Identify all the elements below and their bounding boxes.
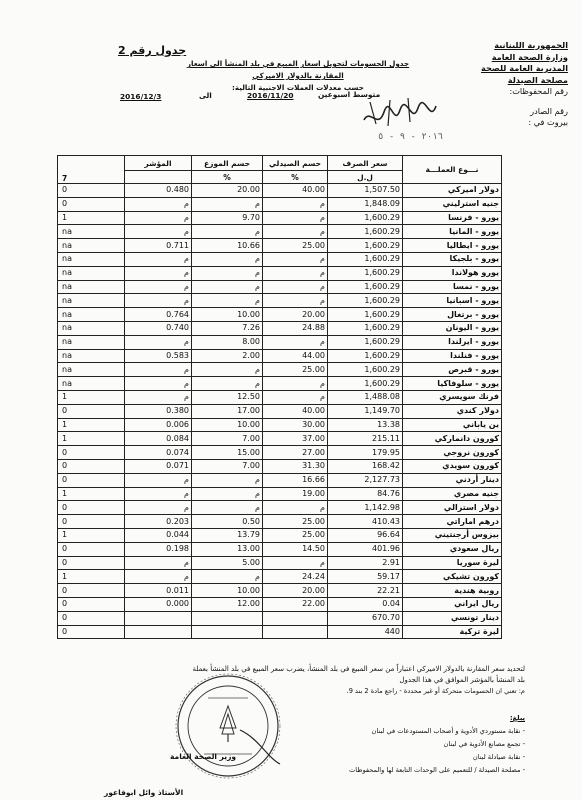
cell-currency: يورو هولاندا: [403, 266, 502, 280]
cell-index: م: [125, 377, 192, 391]
cell-pharmacist: 22.00: [263, 597, 328, 611]
cell-pharmacist: [263, 611, 328, 625]
cell-currency: يورو - المانيا: [403, 225, 502, 239]
cell-pharmacist: 20.00: [263, 308, 328, 322]
cell-pharmacist: 25.00: [263, 528, 328, 542]
cell-distributor: 17.00: [192, 404, 263, 418]
cell-pharmacist: 14.50: [263, 542, 328, 556]
table-row: [58, 501, 502, 515]
cell-distributor: م: [192, 570, 263, 584]
cell-pharmacist: م: [263, 211, 328, 225]
cell-flag: 0: [58, 542, 125, 556]
cell-currency: دولار استرالي: [403, 501, 502, 515]
cell-rate: 13.38: [328, 418, 403, 432]
cell-index: 0.198: [125, 542, 192, 556]
cell-index: 0.380: [125, 404, 192, 418]
cell-rate: 1,142.98: [328, 501, 403, 515]
cell-flag: na: [58, 239, 125, 253]
cell-pharmacist: 31.30: [263, 459, 328, 473]
distribution-item: - نقابة صيادلة لبنان: [472, 753, 525, 761]
cell-currency: درهم اماراتي: [403, 515, 502, 529]
cell-flag: na: [58, 377, 125, 391]
cell-currency: ريال سعودي: [403, 542, 502, 556]
table-row: [58, 363, 502, 377]
cell-pharmacist: م: [263, 266, 328, 280]
signature-name: الأستاذ وائل ابوفاعور: [104, 788, 184, 797]
header-index: المؤشر: [125, 156, 192, 171]
cell-flag: 0: [58, 611, 125, 625]
table-row: [58, 584, 502, 598]
cell-currency: بيزوس أرجنتيني: [403, 528, 502, 542]
cell-rate: 1,507.50: [328, 184, 403, 198]
table-row: [58, 184, 502, 198]
cell-index: م: [125, 294, 192, 308]
cell-rate: 1,600.29: [328, 335, 403, 349]
cell-pharmacist: 37.00: [263, 432, 328, 446]
cell-distributor: م: [192, 363, 263, 377]
cell-index: م: [125, 363, 192, 377]
cell-pharmacist: 44.00: [263, 349, 328, 363]
cell-distributor: م: [192, 294, 263, 308]
cell-flag: 0: [58, 556, 125, 570]
cell-flag: na: [58, 280, 125, 294]
header-pharmacist: حسم الصيدلي: [263, 156, 328, 171]
cell-currency: ليرة سوريا: [403, 556, 502, 570]
note-line-1: لتحديد سعر المقارنة بالدولار الاميركي اعتباراً من سعر المبيع في بلد المنشأ، يضرب سعر المبيع في بلد المنشأ بعملة: [192, 665, 525, 673]
header-rate-unit: ل.ل: [328, 171, 403, 184]
cell-currency: ريال ايراني: [403, 597, 502, 611]
cell-rate: 1,848.09: [328, 197, 403, 211]
cell-flag: 1: [58, 570, 125, 584]
cell-distributor: م: [192, 473, 263, 487]
cell-index: [125, 625, 192, 639]
table-row: [58, 556, 502, 570]
cell-pharmacist: م: [263, 501, 328, 515]
cell-pharmacist: م: [263, 280, 328, 294]
cell-distributor: م: [192, 377, 263, 391]
cell-pharmacist: 19.00: [263, 487, 328, 501]
distribution-item: - مصلحة الصيدلة / للتعميم على الوحدات التابعة لها والمحفوظات: [349, 766, 525, 774]
cell-rate: 1,600.29: [328, 252, 403, 266]
cell-rate: 1,600.29: [328, 349, 403, 363]
cell-currency: يورو - فرنسا: [403, 211, 502, 225]
document-title: [178, 58, 418, 94]
table-row: [58, 611, 502, 625]
outgoing-number-label: رقم الصادر: [530, 105, 568, 116]
cell-rate: 2.91: [328, 556, 403, 570]
cell-index: 0.740: [125, 321, 192, 335]
cell-currency: يورو - اليونان: [403, 321, 502, 335]
table-row: [58, 390, 502, 404]
table-row: [58, 349, 502, 363]
cell-pharmacist: م: [263, 294, 328, 308]
directorate-name: المديرية العامة للصحة: [481, 63, 568, 73]
cell-currency: كورون نروجي: [403, 446, 502, 460]
cell-rate: 0.04: [328, 597, 403, 611]
table-row: [58, 294, 502, 308]
cell-distributor: م: [192, 266, 263, 280]
cell-flag: 1: [58, 487, 125, 501]
table-row: [58, 239, 502, 253]
header-distributor-unit: %: [192, 171, 263, 184]
cell-rate: 1,600.29: [328, 239, 403, 253]
distribution-header: يبلغ:: [509, 714, 525, 722]
cell-currency: جنيه مصري: [403, 487, 502, 501]
table-row: [58, 432, 502, 446]
cell-flag: na: [58, 363, 125, 377]
cell-distributor: م: [192, 487, 263, 501]
cell-flag: na: [58, 335, 125, 349]
note-line-2: بلد المنشأ بالمؤشر الموافق في هذا الجدول: [399, 676, 525, 684]
table-row: [58, 459, 502, 473]
table-number: جدول رقم 2: [118, 44, 187, 57]
republic-name: الجمهورية اللبنانية: [494, 40, 568, 50]
cell-pharmacist: 25.00: [263, 515, 328, 529]
cell-distributor: 10.00: [192, 308, 263, 322]
cell-rate: 1,600.29: [328, 377, 403, 391]
cell-pharmacist: [263, 625, 328, 639]
cell-index: م: [125, 501, 192, 515]
cell-rate: 1,600.29: [328, 266, 403, 280]
table-row: [58, 473, 502, 487]
cell-index: م: [125, 225, 192, 239]
cell-currency: فرنك سويسري: [403, 390, 502, 404]
cell-distributor: م: [192, 225, 263, 239]
cell-currency: دينار تونسي: [403, 611, 502, 625]
cell-currency: يورو - ايرلندا: [403, 335, 502, 349]
cell-distributor: م: [192, 252, 263, 266]
cell-rate: 179.95: [328, 446, 403, 460]
cell-rate: 22.21: [328, 584, 403, 598]
department-name: مصلحة الصيدلة: [507, 74, 568, 85]
cell-rate: 168.42: [328, 459, 403, 473]
cell-index: م: [125, 266, 192, 280]
cell-rate: 1,600.29: [328, 225, 403, 239]
cell-distributor: 0.50: [192, 515, 263, 529]
distribution-item: - نقابة مستوردي الأدوية و أصحاب المستودعات في لبنان: [371, 727, 525, 735]
cell-rate: 1,149.70: [328, 404, 403, 418]
table-row: [58, 570, 502, 584]
cell-flag: na: [58, 308, 125, 322]
cell-flag: 0: [58, 473, 125, 487]
header-currency: نـــوع العملـــة: [403, 156, 502, 184]
cell-index: 0.480: [125, 184, 192, 198]
cell-currency: كورون تشيكي: [403, 570, 502, 584]
cell-flag: na: [58, 252, 125, 266]
cell-pharmacist: 25.00: [263, 363, 328, 377]
header-rate: سعر الصرف: [328, 156, 403, 171]
cell-distributor: 8.00: [192, 335, 263, 349]
beirut-date-label: بيروت في :: [528, 117, 568, 127]
cell-rate: 96.64: [328, 528, 403, 542]
cell-index: 0.000: [125, 597, 192, 611]
cell-index: 0.203: [125, 515, 192, 529]
archive-number-label: رقم المحفوظات:: [509, 86, 568, 96]
table-row: [58, 487, 502, 501]
cell-index: م: [125, 211, 192, 225]
cell-distributor: 13.00: [192, 542, 263, 556]
cell-flag: na: [58, 321, 125, 335]
cell-index: 0.711: [125, 239, 192, 253]
cell-rate: 84.76: [328, 487, 403, 501]
cell-flag: 1: [58, 418, 125, 432]
cell-flag: 0: [58, 197, 125, 211]
cell-distributor: [192, 611, 263, 625]
cell-pharmacist: م: [263, 225, 328, 239]
cell-flag: 1: [58, 211, 125, 225]
ministry-name: وزارة الصحة العامة: [491, 51, 568, 62]
cell-distributor: 7.26: [192, 321, 263, 335]
cell-index: 0.074: [125, 446, 192, 460]
cell-index: م: [125, 197, 192, 211]
cell-currency: يورو - برتغال: [403, 308, 502, 322]
cell-index: 0.006: [125, 418, 192, 432]
cell-rate: 1,600.29: [328, 211, 403, 225]
cell-distributor: م: [192, 197, 263, 211]
cell-rate: 215.11: [328, 432, 403, 446]
cell-currency: يورو - سلوفاكيا: [403, 377, 502, 391]
cell-pharmacist: م: [263, 556, 328, 570]
cell-currency: يورو - ايطاليا: [403, 239, 502, 253]
cell-flag: na: [58, 349, 125, 363]
cell-currency: يورو - فنلندا: [403, 349, 502, 363]
cell-rate: 1,488.08: [328, 390, 403, 404]
cell-index: م: [125, 556, 192, 570]
cell-rate: 1,600.29: [328, 294, 403, 308]
table-row: [58, 515, 502, 529]
table-body: [58, 184, 502, 639]
cell-distributor: [192, 625, 263, 639]
table-row: [58, 625, 502, 639]
cell-distributor: 2.00: [192, 349, 263, 363]
table-row: [58, 308, 502, 322]
header-pharmacist-unit: %: [263, 171, 328, 184]
cell-flag: 1: [58, 390, 125, 404]
distribution-item: - تجمع مصانع الأدوية في لبنان: [443, 740, 525, 748]
cell-pharmacist: 24.88: [263, 321, 328, 335]
cell-flag: 0: [58, 446, 125, 460]
cell-pharmacist: 40.00: [263, 404, 328, 418]
cell-currency: ليرة تركية: [403, 625, 502, 639]
cell-distributor: 10.00: [192, 418, 263, 432]
cell-index: م: [125, 390, 192, 404]
cell-rate: 440: [328, 625, 403, 639]
cell-currency: روبية هندية: [403, 584, 502, 598]
cell-pharmacist: 40.00: [263, 184, 328, 198]
cell-pharmacist: 16.66: [263, 473, 328, 487]
table-row: [58, 211, 502, 225]
cell-distributor: 13.79: [192, 528, 263, 542]
cell-index: 0.011: [125, 584, 192, 598]
average-label: متوسط اسبوعين: [318, 90, 381, 99]
cell-flag: 0: [58, 625, 125, 639]
cell-pharmacist: م: [263, 335, 328, 349]
cell-rate: 59.17: [328, 570, 403, 584]
table-row: [58, 542, 502, 556]
table-row: [58, 597, 502, 611]
table-row: [58, 404, 502, 418]
table-row: [58, 252, 502, 266]
cell-rate: 410.43: [328, 515, 403, 529]
cell-index: م: [125, 335, 192, 349]
cell-pharmacist: 27.00: [263, 446, 328, 460]
cell-distributor: 7.00: [192, 432, 263, 446]
date-stamp: ٢٠١٦ - ٩ - ٥: [378, 132, 444, 142]
cell-flag: 1: [58, 528, 125, 542]
cell-index: 0.583: [125, 349, 192, 363]
notes-section: [57, 664, 525, 697]
cell-currency: دينار أردني: [403, 473, 502, 487]
cell-flag: na: [58, 266, 125, 280]
header-distributor: حسم الموزع: [192, 156, 263, 171]
cell-index: 0.084: [125, 432, 192, 446]
cell-distributor: م: [192, 501, 263, 515]
table-row: [58, 197, 502, 211]
cell-pharmacist: م: [263, 377, 328, 391]
cell-rate: 401.96: [328, 542, 403, 556]
cell-flag: na: [58, 225, 125, 239]
title-line-2: حسب معدلات العملات الاجنبية التالية:: [232, 83, 364, 92]
cell-flag: na: [58, 294, 125, 308]
date-from: 2016/11/20: [247, 91, 294, 100]
header-index-unit: [125, 171, 192, 184]
title-line-1: جدول الحسومات لتحويل اسعار المبيع في بلد المنشأ الى اسعار المقارنة بالدولار الاميركي: [186, 59, 410, 80]
cell-distributor: 5.00: [192, 556, 263, 570]
cell-distributor: 7.00: [192, 459, 263, 473]
to-label: الى: [199, 91, 212, 100]
cell-distributor: 20.00: [192, 184, 263, 198]
cell-currency: دولار اميركي: [403, 184, 502, 198]
cell-flag: 0: [58, 404, 125, 418]
cell-pharmacist: م: [263, 197, 328, 211]
cell-currency: يورو - بلجيكا: [403, 252, 502, 266]
cell-flag: 0: [58, 501, 125, 515]
cell-index: 0.044: [125, 528, 192, 542]
cell-rate: 1,600.29: [328, 363, 403, 377]
cell-flag: 0: [58, 515, 125, 529]
cell-rate: 1,600.29: [328, 308, 403, 322]
table-row: [58, 321, 502, 335]
cell-flag: 0: [58, 584, 125, 598]
cell-currency: يورو - اسبانيا: [403, 294, 502, 308]
cell-currency: جنيه استرليني: [403, 197, 502, 211]
cell-currency: يورو - نمسا: [403, 280, 502, 294]
date-to: 2016/12/3: [120, 92, 162, 101]
cell-index: م: [125, 252, 192, 266]
cell-index: م: [125, 473, 192, 487]
cell-flag: 0: [58, 184, 125, 198]
cell-currency: كورون دانماركي: [403, 432, 502, 446]
cell-distributor: 10.00: [192, 584, 263, 598]
cell-pharmacist: 20.00: [263, 584, 328, 598]
cell-currency: كورون سويدي: [403, 459, 502, 473]
cell-distributor: 12.50: [192, 390, 263, 404]
cell-currency: يورو - قبرص: [403, 363, 502, 377]
cell-flag: 0: [58, 459, 125, 473]
table-row: [58, 266, 502, 280]
cell-rate: 670.70: [328, 611, 403, 625]
cell-pharmacist: 24.24: [263, 570, 328, 584]
cell-index: م: [125, 487, 192, 501]
cell-distributor: 12.00: [192, 597, 263, 611]
table-row: [58, 446, 502, 460]
cell-index: [125, 611, 192, 625]
cell-distributor: م: [192, 280, 263, 294]
currency-discount-table: [57, 155, 502, 639]
table-row: [58, 280, 502, 294]
cell-pharmacist: م: [263, 390, 328, 404]
cell-rate: 1,600.29: [328, 321, 403, 335]
table-row: [58, 335, 502, 349]
cell-distributor: 10.66: [192, 239, 263, 253]
table-row: [58, 225, 502, 239]
cell-pharmacist: م: [263, 252, 328, 266]
cell-currency: ين ياباني: [403, 418, 502, 432]
cell-pharmacist: 30.00: [263, 418, 328, 432]
cell-distributor: 9.70: [192, 211, 263, 225]
cell-rate: 2,127.73: [328, 473, 403, 487]
table-row: [58, 377, 502, 391]
cell-index: 0.071: [125, 459, 192, 473]
table-header-row: [58, 156, 502, 171]
cell-pharmacist: 25.00: [263, 239, 328, 253]
table-row: [58, 528, 502, 542]
note-line-3: م: تعني ان الحسومات متحركة أو غير محددة - راجع مادة 2 بند 9.: [346, 687, 525, 695]
signature-title: وزير الصحة العامة: [170, 752, 237, 761]
cell-flag: 0: [58, 597, 125, 611]
cell-index: م: [125, 570, 192, 584]
cell-rate: 1,600.29: [328, 280, 403, 294]
table-row: [58, 418, 502, 432]
cell-flag: 1: [58, 432, 125, 446]
cell-index: 0.764: [125, 308, 192, 322]
distribution-list: [300, 712, 525, 777]
cell-currency: دولار كندي: [403, 404, 502, 418]
cell-index: م: [125, 280, 192, 294]
cell-distributor: 15.00: [192, 446, 263, 460]
header-flag: 7: [58, 156, 125, 184]
